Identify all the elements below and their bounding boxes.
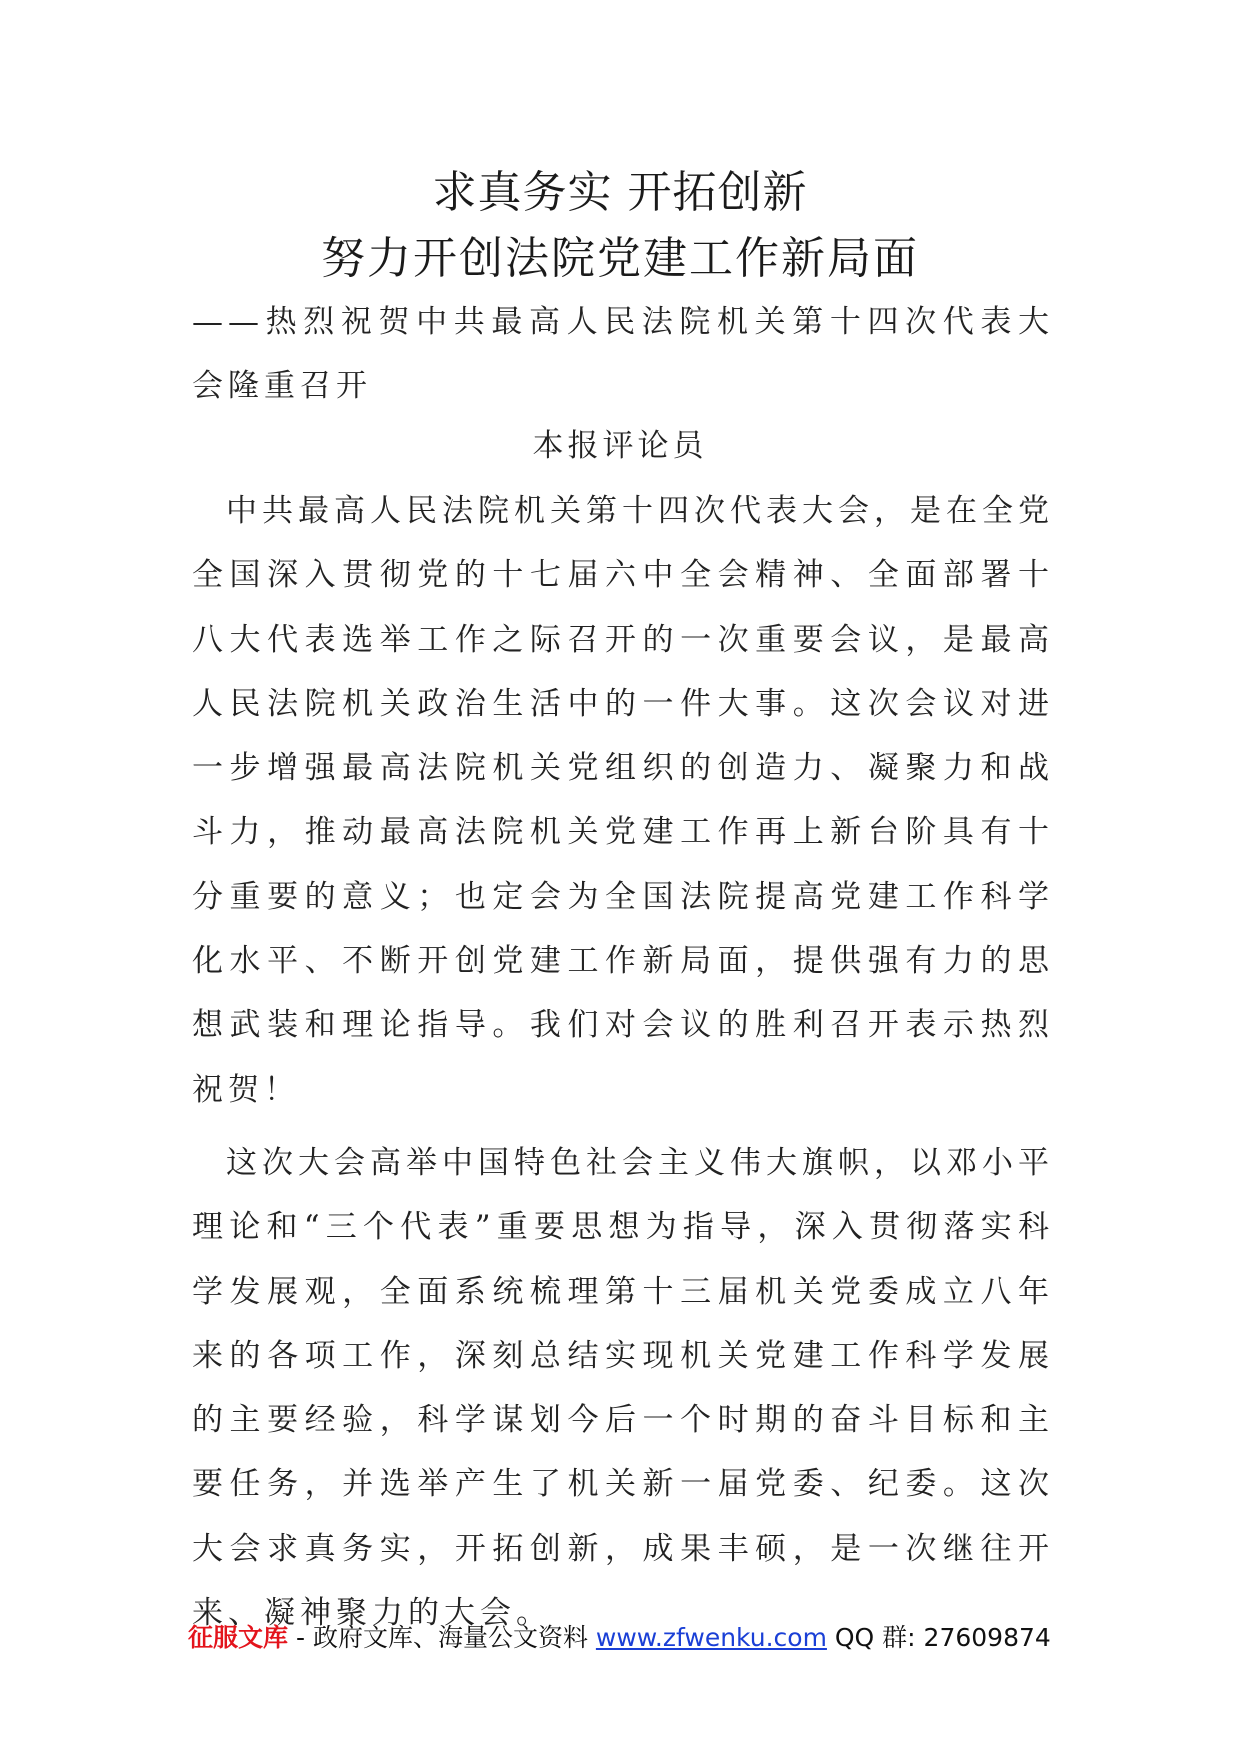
footer-tagline: 政府文库、海量公文资料 xyxy=(312,1623,596,1652)
body-paragraph-1: 中共最高人民法院机关第十四次代表大会，是在全党全国深入贯彻党的十七届六中全会精神、全面部署十八大代表选举工作之际召开的一次重要会议，是最高人民法院机关政治生活中的一件大事。这次会议对进一步增强最高法院机关党组织的创造力、凝聚力和战斗力，推动最高法院机关党建工作再上新台阶具有十分重要的意义；也定会为全国法院提高党建工作科学化水平、不断开创党建工作新局面，提供强有力的思想武装和理论指导。我们对会议的胜利召开表示热烈祝贺！ xyxy=(192,493,1054,1108)
body-paragraph-2: 这次大会高举中国特色社会主义伟大旗帜，以邓小平理论和“三个代表”重要思想为指导，深入贯彻落实科学发展观，全面系统梳理第十三届机关党委成立八年来的各项工作，深刻总结实现机关党建工作科学发展的主要经验，科学谋划今后一个时期的奋斗目标和主要任务，并选举产生了机关新一届党委、纪委。这次大会求真务实，开拓创新，成果丰硕，是一次继往开来、凝神聚力的大会。 xyxy=(192,1145,1054,1632)
document-subtitle: ——热烈祝贺中共最高人民法院机关第十四次代表大会隆重召开 xyxy=(192,304,1054,404)
footer-brand: 征服文库 xyxy=(188,1623,289,1652)
footer-website-link[interactable]: www.zfwenku.com xyxy=(595,1623,827,1652)
footer-separator: - xyxy=(288,1623,313,1652)
footer-qq-group: QQ 群: 27609874 xyxy=(826,1623,1051,1652)
document-title-line-1: 求真务实 开拓创新 xyxy=(432,167,808,218)
document-title-line-2: 努力开创法院党建工作新局面 xyxy=(321,233,919,284)
page-footer xyxy=(188,1618,1058,1654)
document-author: 本报评论员 xyxy=(532,428,708,464)
